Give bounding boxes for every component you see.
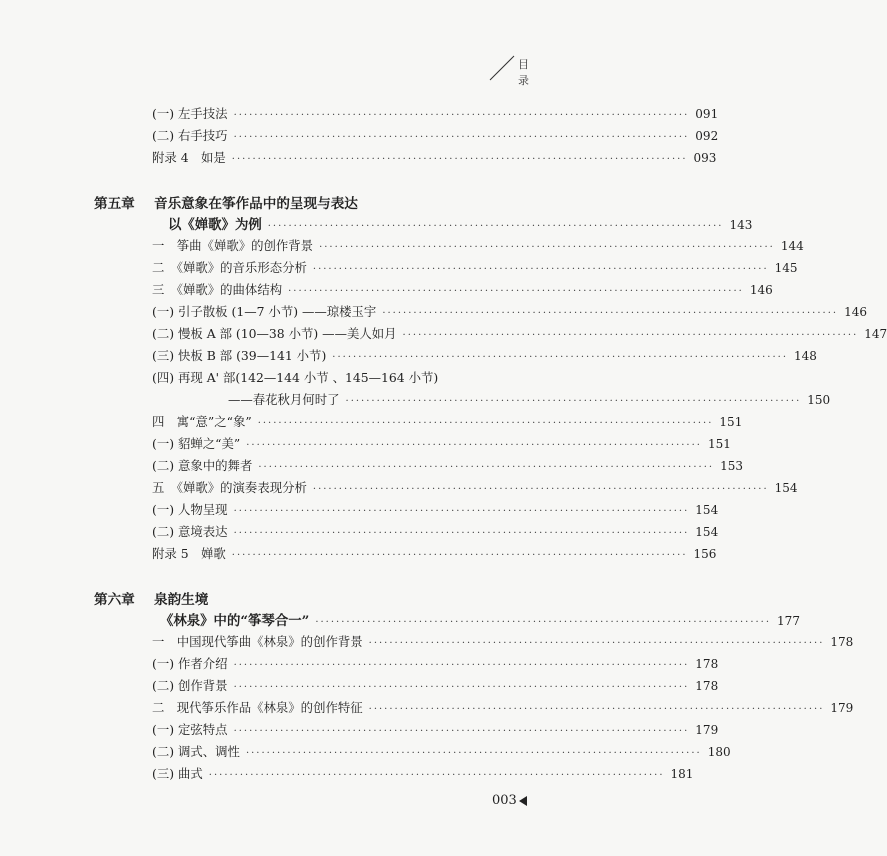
dot-leader: ························································································	[258, 462, 715, 473]
dot-leader: ························································································	[246, 440, 702, 451]
toc-entry-page: 177	[777, 614, 800, 628]
dot-leader: ························································································	[382, 308, 839, 319]
toc-entry[interactable]	[152, 544, 717, 564]
toc-entry-page: 092	[695, 129, 719, 143]
dot-leader: ························································································	[233, 726, 690, 737]
toc-entry[interactable]	[152, 148, 717, 168]
dot-leader: ························································································	[319, 242, 775, 253]
toc-entry[interactable]	[152, 654, 719, 674]
toc-entry-text: (一) 引子散板 (1—7 小节) ——琼楼玉宇	[152, 304, 377, 319]
toc-entry-page: 091	[695, 107, 719, 121]
toc-entry-text: 一 筝曲《婵歌》的创作背景	[152, 238, 314, 253]
page-number: 003	[492, 793, 517, 808]
toc-entry[interactable]	[152, 478, 798, 498]
toc-entry-page: 146	[749, 283, 773, 297]
toc-entry-text: (二) 意象中的舞者	[152, 458, 253, 473]
toc-entry-text: 五 《婵歌》的演奏表现分析	[152, 480, 307, 495]
dot-leader: ························································································	[312, 264, 769, 275]
dot-leader: ························································································	[233, 660, 690, 671]
toc-entry-page: 179	[830, 701, 854, 715]
toc-entry-page: 147	[864, 327, 887, 341]
toc-entry[interactable]	[152, 126, 719, 146]
toc-entry[interactable]	[152, 346, 817, 366]
toc-entry-page: 151	[707, 437, 731, 451]
dot-leader: ························································································	[245, 748, 702, 759]
chapter-number: 第五章	[94, 196, 135, 212]
toc-entry-page: 146	[844, 305, 867, 319]
toc-entry[interactable]	[152, 456, 743, 476]
toc-entry-text: 三 《婵歌》的曲体结构	[152, 282, 283, 297]
toc-chapter-subtitle[interactable]	[160, 610, 800, 630]
chapter-number: 第六章	[94, 592, 135, 608]
toc-entry[interactable]	[152, 412, 743, 432]
dot-leader: ························································································	[233, 132, 690, 143]
toc-entry-text: (二) 创作背景	[152, 678, 228, 693]
toc-entry[interactable]	[152, 104, 719, 124]
dot-leader: ························································································	[288, 286, 744, 297]
dot-leader: ························································································	[312, 484, 769, 495]
toc-entry-page: 143	[729, 218, 753, 232]
toc-entry[interactable]	[152, 302, 867, 322]
toc-entry-text: (一) 定弦特点	[152, 722, 228, 737]
toc-entry-text: 一 中国现代筝曲《林泉》的创作背景	[152, 634, 363, 649]
running-header	[488, 52, 548, 87]
dot-leader: ························································································	[402, 330, 859, 341]
toc-entry-page: 093	[693, 151, 717, 165]
dot-leader: ························································································	[231, 154, 688, 165]
dot-leader: ························································································	[368, 638, 825, 649]
toc-entry[interactable]	[152, 764, 694, 784]
chapter-title: 音乐意象在筝作品中的呈现与表达	[154, 196, 358, 212]
toc-entry[interactable]	[152, 676, 719, 696]
toc-entry-text: (四) 再现 A' 部(142—144 小节 、145—164 小节)	[152, 370, 439, 385]
chapter-heading	[94, 192, 358, 212]
dot-leader: ························································································	[257, 418, 714, 429]
toc-entry-page: 145	[774, 261, 798, 275]
toc-entry-text: (二) 慢板 A 部 (10—38 小节) ——美人如月	[152, 326, 397, 341]
toc-entry-page: 144	[780, 239, 804, 253]
toc-entry-page: 151	[719, 415, 743, 429]
chapter-title: 泉韵生境	[154, 592, 209, 608]
toc-entry-page: 150	[807, 393, 831, 407]
toc-entry[interactable]	[228, 390, 831, 410]
toc-entry-text: (二) 意境表达	[152, 524, 228, 539]
toc-entry[interactable]	[152, 236, 804, 256]
toc-entry-text: 《林泉》中的“筝琴合一”	[160, 613, 310, 629]
toc-entry-text: (一) 貂蝉之“美”	[152, 436, 241, 451]
toc-entry[interactable]	[152, 698, 854, 718]
toc-entry[interactable]	[152, 742, 731, 762]
toc-entry-text: 附录 5 婵歌	[152, 546, 226, 561]
toc-entry-page: 153	[720, 459, 743, 473]
toc-entry-text: 二 《婵歌》的音乐形态分析	[152, 260, 307, 275]
toc-entry-text: ——春花秋月何时了	[228, 392, 340, 407]
toc-entry-page: 180	[707, 745, 731, 759]
page-footer	[492, 793, 527, 808]
header-slash-decoration	[488, 52, 518, 82]
triangle-left-icon	[519, 796, 527, 806]
chapter-heading	[94, 588, 208, 608]
toc-entry[interactable]	[152, 720, 719, 740]
toc-entry[interactable]	[152, 500, 719, 520]
toc-entry-text: 以《婵歌》为例	[168, 217, 262, 233]
dot-leader: ························································································	[332, 352, 789, 363]
toc-entry-text: (二) 调式、调性	[152, 744, 240, 759]
toc-chapter-subtitle[interactable]	[168, 214, 753, 234]
dot-leader: ························································································	[368, 704, 825, 715]
toc-entry-page: 178	[830, 635, 854, 649]
toc-entry-text: (三) 快板 B 部 (39—141 小节)	[152, 348, 327, 363]
dot-leader: ························································································	[233, 682, 690, 693]
dot-leader: ························································································	[267, 221, 724, 232]
toc-entry-page: 154	[774, 481, 798, 495]
toc-entry-page: 156	[693, 547, 717, 561]
toc-entry-text: 四 寓“意”之“象”	[152, 414, 252, 429]
toc-entry[interactable]	[152, 522, 719, 542]
toc-entry-page: 181	[670, 767, 694, 781]
toc-entry-text: (一) 左手技法	[152, 106, 228, 121]
dot-leader: ························································································	[345, 396, 802, 407]
toc-entry-page: 154	[695, 525, 719, 539]
toc-entry-page: 179	[695, 723, 719, 737]
dot-leader: ························································································	[315, 617, 772, 628]
header-label: 目 录	[518, 58, 533, 87]
toc-entry-text: (二) 右手技巧	[152, 128, 228, 143]
dot-leader: ························································································	[208, 770, 665, 781]
toc-entry[interactable]	[152, 434, 731, 454]
toc-entry-text: 附录 4 如是	[152, 150, 226, 165]
toc-entry[interactable]	[152, 368, 504, 388]
dot-leader: ························································································	[233, 528, 690, 539]
toc-entry-page: 154	[695, 503, 719, 517]
toc-entry-text: (一) 人物呈现	[152, 502, 228, 517]
toc-entry[interactable]	[152, 632, 854, 652]
toc-entry-text: 二 现代筝乐作品《林泉》的创作特征	[152, 700, 363, 715]
toc-entry[interactable]	[152, 280, 773, 300]
toc-entry-text: (一) 作者介绍	[152, 656, 228, 671]
toc-entry[interactable]	[152, 258, 798, 278]
dot-leader: ························································································	[233, 110, 690, 121]
dot-leader: ························································································	[233, 506, 690, 517]
toc-entry-page: 148	[794, 349, 817, 363]
toc-entry-page: 178	[695, 679, 719, 693]
toc-entry-text: (三) 曲式	[152, 766, 203, 781]
dot-leader: ························································································	[231, 550, 688, 561]
toc-entry[interactable]	[152, 324, 887, 344]
toc-entry-page: 178	[695, 657, 719, 671]
